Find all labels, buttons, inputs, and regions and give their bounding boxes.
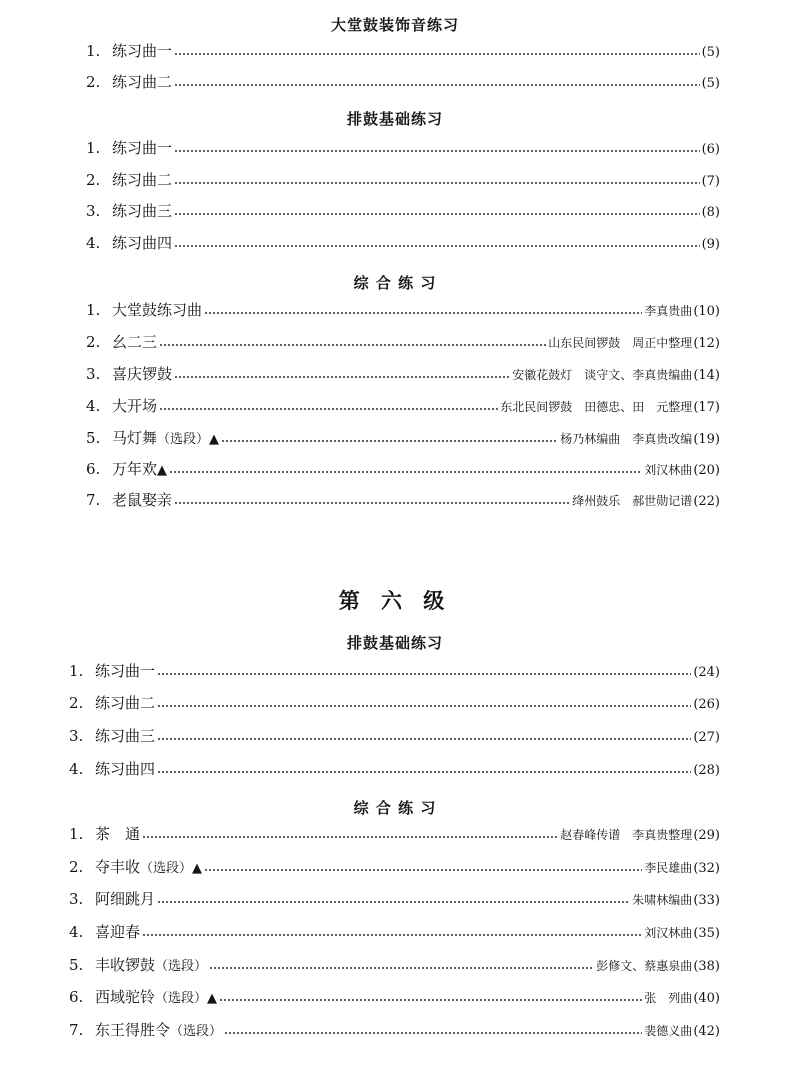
dot-leader [204, 311, 642, 315]
entry-number: 2. [69, 694, 84, 712]
toc-entry[interactable] [86, 489, 720, 511]
section-title: 综 合 练 习 [353, 799, 437, 817]
entry-number: 6. [86, 460, 101, 478]
entry-title: 夺丰收 [95, 858, 141, 876]
page-number: (40) [693, 991, 720, 1006]
toc-entry[interactable] [86, 331, 720, 353]
entry-number: 3. [86, 365, 101, 383]
toc-entry[interactable] [86, 363, 720, 385]
page-number: (32) [693, 861, 720, 876]
section-title: 综 合 练 习 [353, 274, 437, 292]
entry-number: 2. [69, 858, 84, 876]
entry-credit: 安徽花鼓灯 谈守文、李真贵编曲 [512, 368, 693, 382]
entry-number: 7. [86, 491, 101, 509]
entry-credit: 绛州鼓乐 郝世勋记谱 [572, 494, 693, 508]
entry-credit: 山东民间锣鼓 周正中整理 [548, 336, 693, 350]
entry-number: 4. [86, 234, 101, 252]
entry-title: 幺二三 [112, 333, 158, 351]
page-number: (27) [693, 730, 720, 745]
entry-number: 5. [86, 429, 101, 447]
entry-title: 马灯舞 [112, 429, 158, 447]
toc-entry[interactable] [69, 823, 720, 845]
entry-credit: 朱啸林编曲 [632, 893, 693, 907]
section-title: 排鼓基础练习 [346, 634, 443, 652]
entry-title: 练习曲二 [112, 171, 173, 189]
dot-leader [157, 704, 691, 708]
dot-leader [142, 835, 558, 839]
dot-leader [157, 900, 630, 904]
entry-title: 练习曲四 [112, 234, 173, 252]
entry-title: 万年欢 [112, 460, 158, 478]
level-title: 第 六 级 [338, 588, 452, 613]
entry-title: 练习曲一 [112, 139, 173, 157]
page-number: (26) [693, 697, 720, 712]
entry-excerpt-note: （选段） [155, 991, 208, 1006]
dot-leader [224, 1031, 642, 1035]
entry-credit: 东北民间锣鼓 田德忠、田 元整理 [500, 400, 693, 414]
entry-title: 阿细跳月 [95, 890, 156, 908]
entry-excerpt-note: （选段） [155, 959, 208, 974]
entry-number: 5. [69, 956, 84, 974]
page-number: (12) [693, 336, 720, 351]
entry-title: 东王得胜令 [95, 1021, 171, 1039]
page-number: (20) [693, 463, 720, 478]
dot-leader [204, 868, 642, 872]
dot-leader [174, 181, 700, 185]
entry-excerpt-note: （选段） [170, 1024, 223, 1039]
entry-title: 练习曲三 [95, 727, 156, 745]
toc-entry[interactable] [86, 169, 720, 191]
entry-title: 练习曲三 [112, 202, 173, 220]
entry-credit: 裴德义曲 [644, 1024, 693, 1038]
entry-number: 4. [69, 923, 84, 941]
toc-entry[interactable] [86, 200, 720, 222]
entry-number: 1. [86, 301, 101, 319]
dot-leader [159, 407, 498, 411]
dot-leader [174, 375, 510, 379]
page-number: (5) [701, 76, 720, 91]
dot-leader [174, 83, 700, 87]
toc-entry[interactable] [86, 395, 720, 417]
toc-entry[interactable] [69, 888, 720, 910]
dot-leader [174, 212, 700, 216]
page-number: (17) [693, 400, 720, 415]
dot-leader [142, 933, 642, 937]
dot-leader [209, 966, 594, 970]
entry-credit: 张 列曲 [644, 991, 693, 1005]
entry-title: 丰收锣鼓 [95, 956, 156, 974]
entry-number: 4. [69, 760, 84, 778]
toc-entry[interactable] [86, 427, 720, 449]
toc-entry[interactable] [69, 725, 720, 747]
entry-number: 3. [69, 727, 84, 745]
dot-leader [174, 52, 700, 56]
entry-credit: 刘汉林曲 [644, 463, 693, 477]
page-number: (10) [693, 304, 720, 319]
page-number: (24) [693, 665, 720, 680]
dot-leader [174, 244, 700, 248]
entry-number: 6. [69, 988, 84, 1006]
entry-number: 1. [69, 825, 84, 843]
entry-number: 2. [86, 73, 101, 91]
entry-title: 练习曲二 [95, 694, 156, 712]
entry-title: 练习曲二 [112, 73, 173, 91]
entry-excerpt-note: （选段） [140, 861, 193, 876]
page-number: (22) [693, 494, 720, 509]
toc-entry[interactable] [69, 758, 720, 780]
dot-leader [174, 149, 700, 153]
entry-number: 4. [86, 397, 101, 415]
section-title: 大堂鼓装饰音练习 [330, 16, 459, 34]
entry-credit: 赵春峰传谱 李真贵整理 [560, 828, 693, 842]
entry-credit: 杨乃林编曲 李真贵改编 [560, 432, 693, 446]
entry-excerpt-note: （选段） [157, 432, 210, 447]
page-number: (8) [701, 205, 720, 220]
entry-credit: 李真贵曲 [644, 304, 693, 318]
entry-title: 老鼠娶亲 [112, 491, 173, 509]
section-title: 排鼓基础练习 [346, 110, 443, 128]
toc-entry[interactable] [86, 137, 720, 159]
entry-title: 大开场 [112, 397, 158, 415]
dot-leader [159, 343, 546, 347]
dot-leader [174, 501, 570, 505]
entry-credit: 李民雄曲 [644, 861, 693, 875]
dot-leader [221, 439, 558, 443]
dot-leader [157, 672, 691, 676]
entry-title: 西域驼铃 [95, 988, 156, 1006]
page-number: (7) [701, 174, 720, 189]
entry-number: 7. [69, 1021, 84, 1039]
entry-title: 喜迎春 [95, 923, 141, 941]
dot-leader [169, 470, 642, 474]
page-number: (35) [693, 926, 720, 941]
toc-entry[interactable] [86, 299, 720, 321]
entry-number: 2. [86, 333, 101, 351]
page-number: (6) [701, 142, 720, 157]
entry-title: 练习曲一 [95, 662, 156, 680]
dot-leader [219, 998, 642, 1002]
toc-entry[interactable] [69, 921, 720, 943]
dot-leader [157, 737, 691, 741]
entry-number: 1. [69, 662, 84, 680]
page-number: (14) [693, 368, 720, 383]
entry-title: 大堂鼓练习曲 [112, 301, 203, 319]
page-number: (33) [693, 893, 720, 908]
triangle-marker-icon: ▲ [157, 463, 168, 478]
toc-entry[interactable] [69, 660, 720, 682]
entry-credit: 刘汉林曲 [644, 926, 693, 940]
toc-entry[interactable] [86, 458, 720, 480]
page-number: (29) [693, 828, 720, 843]
entry-title: 茶 通 [95, 825, 141, 843]
page-number: (5) [701, 45, 720, 60]
entry-title: 练习曲一 [112, 42, 173, 60]
entry-number: 1. [86, 42, 101, 60]
page-number: (9) [701, 237, 720, 252]
toc-entry[interactable] [69, 856, 720, 878]
entry-number: 3. [69, 890, 84, 908]
entry-number: 1. [86, 139, 101, 157]
dot-leader [157, 770, 691, 774]
page-number: (38) [693, 959, 720, 974]
entry-number: 3. [86, 202, 101, 220]
toc-entry[interactable] [86, 232, 720, 254]
page-number: (42) [693, 1024, 720, 1039]
toc-entry[interactable] [69, 1019, 720, 1041]
toc-entry[interactable] [86, 40, 720, 62]
entry-number: 2. [86, 171, 101, 189]
entry-credit: 彭修文、蔡惠泉曲 [596, 959, 693, 973]
triangle-marker-icon: ▲ [192, 861, 203, 876]
triangle-marker-icon: ▲ [209, 432, 220, 447]
toc-entry[interactable] [86, 71, 720, 93]
toc-entry[interactable] [69, 986, 720, 1008]
page-number: (28) [693, 763, 720, 778]
entry-title: 喜庆锣鼓 [112, 365, 173, 383]
triangle-marker-icon: ▲ [207, 991, 218, 1006]
toc-entry[interactable] [69, 692, 720, 714]
page-number: (19) [693, 432, 720, 447]
toc-entry[interactable] [69, 954, 720, 976]
entry-title: 练习曲四 [95, 760, 156, 778]
